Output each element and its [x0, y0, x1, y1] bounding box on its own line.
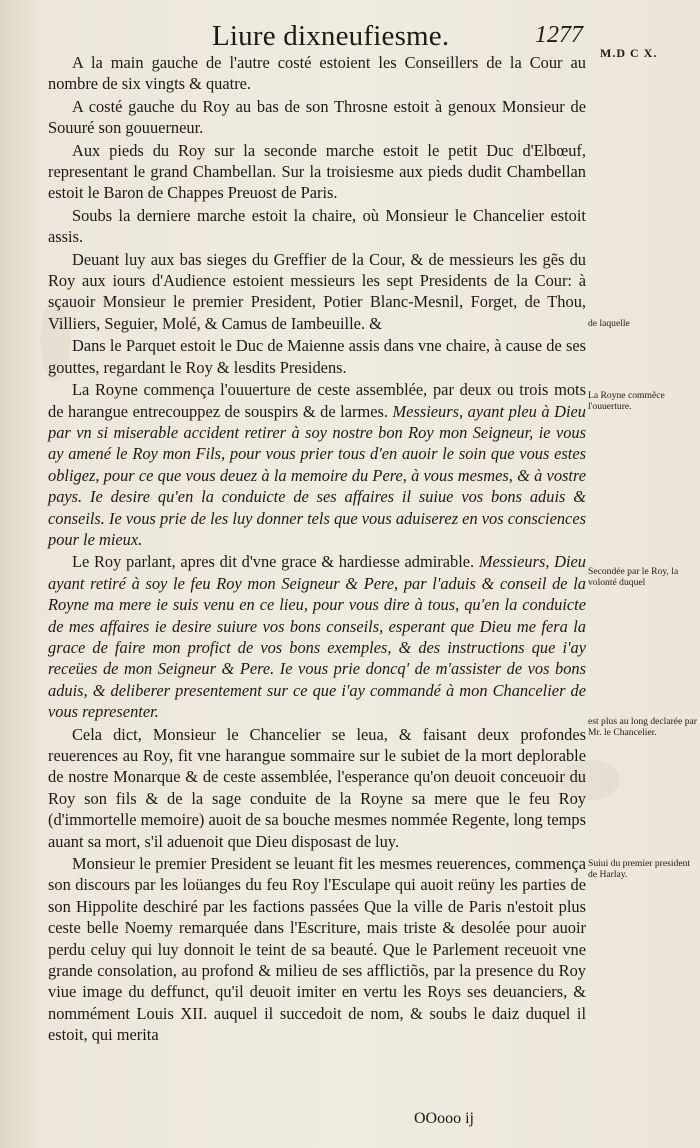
paragraph-text: Soubs la derniere marche estoit la chaire, où Monsieur le Chancelier estoit assis.	[48, 205, 586, 247]
signature-mark: OOooo ij	[414, 1110, 474, 1127]
paragraph	[48, 52, 586, 95]
margin-note: Suiui du premier president de Harlay.	[588, 858, 691, 880]
paragraph	[48, 853, 586, 1046]
paragraph	[48, 249, 586, 335]
paragraph	[48, 724, 586, 852]
paragraph-text: Dans le Parquet estoit le Duc de Maienne assis dans vne chaire, à cause de ses gouttes, regardant le Roy & lesdits Presidens.	[48, 336, 586, 377]
paragraph-text: Cela dict, Monsieur le Chancelier se leua, & faisant deux profondes reuerences au Roy, fit vne harangue sommaire sur le subiet de la mort deplorable de nostre Monarque & de ceste assemblée, l'esperance qu'on deuoit conceuoir du Roy son fils & de la sage conduite de la Royne sa mere que le feu Roy (d'immortelle memoire) auoit de sa bouche mesmes nommée Regente, long temps auant sa mort, s'il aduenoit que Dieu disposast de luy.	[48, 724, 586, 851]
paragraph	[48, 140, 586, 204]
paragraph-queen-speech	[48, 379, 586, 550]
paragraph-text: La Royne commença l'ouuerture de ceste assemblée, par deux ou trois mots de harangue entrecouppez de souspirs & de larmes.	[48, 380, 586, 421]
paragraph-text: Le Roy parlant, apres dit d'vne grace & hardiesse admirable.	[72, 552, 475, 572]
paragraph-text: Monsieur le premier President se leuant fit les mesmes reuerences, commença son discours par les loüanges du feu Roy l'Esculape qui auoit reüny les parties de son Hippolite deschiré par les factions passées Que la ville de Paris n'estoit plus ceste belle Noemy remarquée dans l'Escriture, mais triste & desolée pour auoir perdu celuy qui luy donnoit le teint de sa beauté. Que le Parlement receuoit vne grande consolation, au profond & milieu de ses afflictiõs, par la presence du Roy viue image du deffunct, qu'il deuoit imiter en vertu les Roys ses deuanciers, & nommément Louis XII. auquel il succedoit de nom, & soubs le daiz duquel il estoit, qui merita	[48, 854, 586, 1045]
body-text	[48, 52, 586, 1047]
margin-note: de laquelle	[588, 318, 630, 329]
paragraph-text: A costé gauche du Roy au bas de son Throsne estoit à genoux Monsieur de Souuré son gouuerneur.	[48, 96, 586, 138]
paragraph	[48, 96, 586, 139]
margin-note: est plus au long declarée par Mr. le Chancelier.	[588, 716, 697, 738]
year-marginal: M.D C X.	[600, 46, 658, 60]
page-number: 1277	[535, 22, 583, 48]
paragraph	[48, 205, 586, 248]
paragraph-text: Aux pieds du Roy sur la seconde marche estoit le petit Duc d'Elbœuf, representant le grand Chambellan. Sur la troisiesme aux pieds dudit Chambellan estoit le Baron de Chappes Preuost de Paris.	[48, 140, 586, 203]
paragraph	[48, 335, 586, 378]
paragraph-text: A la main gauche de l'autre costé estoient les Conseillers de la Cour au nombre de six vingts & quatre.	[48, 53, 586, 94]
queen-speech: Messieurs, ayant pleu à Dieu par vn si miserable accident retirer à soy nostre bon Roy mon Seigneur, ie vous ay amené le Roy mon Fils, pour vous prier tous d'en auoir le soin que vous estes obligez, pour ce que vous deuez à la memoire du Pere, à vous mesmes, & à vostre pays. Ie desire qu'en la conduicte de ses affaires il suiue vos bons aduis & conseils. Ie vous prie de les luy donner tels que vous aduiserez en vos consciences pour le mieux.	[48, 401, 586, 549]
king-speech: Messieurs, Dieu ayant retiré à soy le feu Roy mon Seigneur & Pere, par l'aduis & conseil de la Royne ma mere ie suis venu en ce lieu, pour vous dire à tous, qu'en la conduicte de mes affaires ie desire suiure vos bons conseils, esperant que Dieu me fera la grace de faire mon profict de vos bons exemples, & des instructions que i'ay receües de mon Seigneur & Pere. Ie vous prie doncq' de m'assister de vos bons aduis, & deliberer presentement sur ce que i'ay commandé à mon Chancelier de vous representer.	[48, 552, 586, 722]
running-title: Liure dixneufiesme.	[212, 20, 450, 52]
paragraph-text: Deuant luy aux bas sieges du Greffier de la Cour, & de messieurs les gẽs du Roy aux iours d'Audience estoient messieurs les sept Presidents de la Cour: à sçauoir Monsieur le premier President, Potier Blanc-Mesnil, Forget, de Thou, Villiers, Seguier, Molé, & Camus de Iambeuille. &	[48, 249, 586, 333]
paragraph-king-speech	[48, 551, 586, 722]
running-head	[0, 18, 700, 54]
margin-note: Secondée par le Roy, la volonté duquel	[588, 566, 679, 588]
margin-note: La Royne commẽce l'ouuerture.	[588, 390, 665, 412]
